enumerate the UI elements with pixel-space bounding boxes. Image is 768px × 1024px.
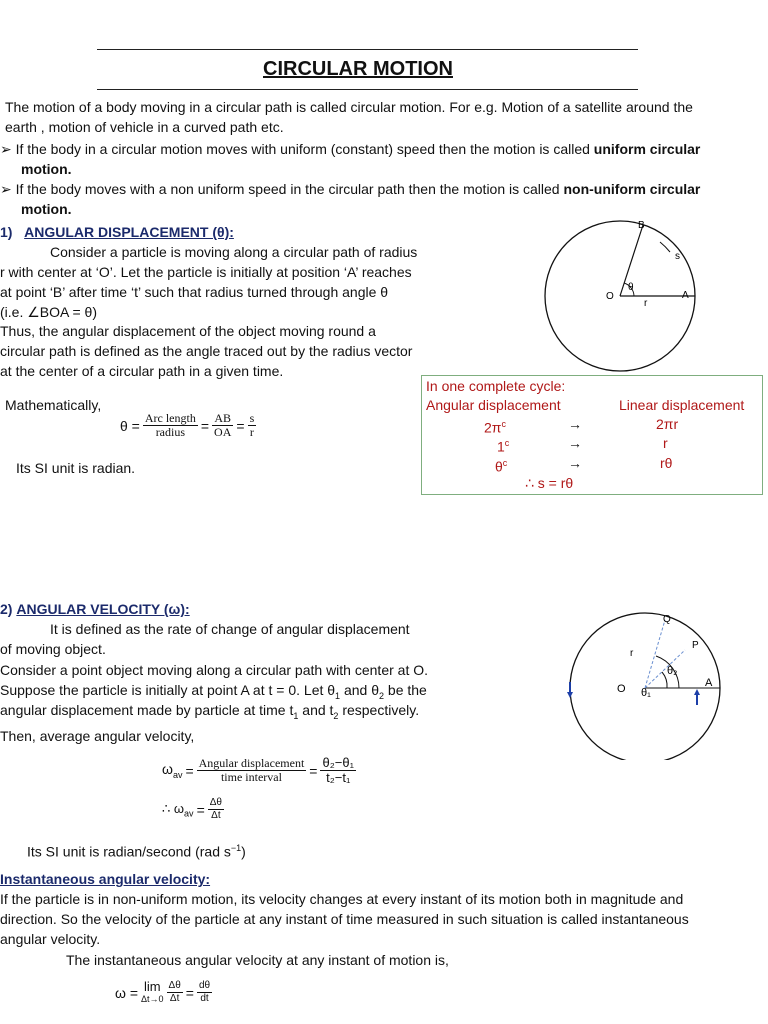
inst-line-1: If the particle is in non-uniform motion, its velocity changes at every instant of its motion both in magnitude and <box>0 891 684 907</box>
arrow-right-head <box>694 689 700 695</box>
fraction-dtheta-dt: $\frac{\Delta\theta}{\Delta t}$ <box>168 980 181 1004</box>
s1-si-unit: Its SI unit is radian. <box>16 460 136 476</box>
bullet-uniform-cont: motion. <box>21 161 72 177</box>
s1-line-1: Consider a particle is moving along a circular path of radius <box>50 244 418 260</box>
cycle-row-2-lin: r <box>663 435 668 451</box>
label-a: A <box>682 290 689 301</box>
limit: lim Δt→0 <box>141 978 164 1004</box>
label-q: Q <box>663 614 671 625</box>
section2-heading: 2) ANGULAR VELOCITY (ω): <box>0 601 190 617</box>
cycle-row-1-ang: $2\pi^c$ <box>484 419 506 436</box>
label-p: P <box>692 640 699 651</box>
s1-line-3: at point ‘B’ after time ‘t’ such that radius turned through angle θ <box>0 284 389 300</box>
s1-line-6: circular path is defined as the angle traced out by the radius vector <box>0 343 413 359</box>
s2-line-5: angular displacement made by particle at time $t_1$ and $t_2$ respectively. <box>0 702 420 721</box>
fraction-theta-t: $\frac{\text{θ₂−θ₁}}{\text{t₂−t₁}}$ <box>322 755 354 785</box>
arrow-left-head <box>567 692 573 698</box>
cycle-row-1-lin: 2πr <box>656 416 679 432</box>
fraction-derivative: $\frac{d\theta}{dt}$ <box>198 980 211 1004</box>
s1-line-2: r with center at ‘O’. Let the particle is initially at position ‘A’ reaches <box>0 264 412 280</box>
radius-oq <box>645 620 665 688</box>
label-a: A <box>705 677 713 689</box>
s2-line-2: of moving object. <box>0 641 106 657</box>
title-rule-top <box>97 49 638 50</box>
cycle-row-1-arrow: → <box>568 416 582 432</box>
bullet-arrow-icon: ➢ <box>0 181 16 197</box>
fraction-arc-radius: $\frac{\text{Arc length}}{\text{radius}}$ <box>144 411 196 439</box>
fraction-ab-oa: $\frac{AB}{OA}$ <box>214 411 232 439</box>
intro-line-2: earth , motion of vehicle in a curved path etc. <box>5 119 284 135</box>
label-theta: θ <box>628 282 634 293</box>
cycle-col-linear: Linear displacement <box>619 397 745 413</box>
s1-formula: θ = $\frac{\text{Arc length}}{\text{radius}}$ = $\frac{AB}{OA}$ = $\frac{s}{r}$ <box>120 411 255 439</box>
diagram-angular-displacement <box>510 218 710 378</box>
cycle-result: ∴ s = rθ <box>525 475 574 491</box>
label-o: O <box>617 683 626 695</box>
s1-math-label: Mathematically, <box>5 397 102 413</box>
bullet-nonuniform: ➢ If the body moves with a non uniform speed in the circular path then the motion is called non-uniform circular <box>0 181 701 197</box>
s2-formula-average: $\omega_{av}$ = $\frac{\text{Angular displacement}}{\text{time interval}}$ = $\frac{\text{θ₂−θ₁}}{\text{t₂−t₁}}$ <box>162 755 354 785</box>
cycle-row-3-ang: $\theta^c$ <box>495 458 508 475</box>
label-r: r <box>644 298 648 309</box>
bullet-arrow-icon: ➢ <box>0 141 16 157</box>
bullet-uniform: ➢ If the body in a circular motion moves with uniform (constant) speed then the motion is called uniform circular <box>0 141 701 157</box>
diagram-angular-velocity <box>555 610 745 760</box>
cycle-row-3-lin: rθ <box>660 455 673 471</box>
fraction-dtheta-dt: $\frac{\Delta\theta}{\Delta t}$ <box>209 797 222 821</box>
cycle-box-title: In one complete cycle: <box>426 378 566 394</box>
s2-line-3: Consider a point object moving along a circular path with center at O. <box>0 662 429 678</box>
title-rule-bottom <box>97 89 638 90</box>
inst-line-2: direction. So the velocity of the particle at any instant of time measured in such situation is called instantaneous <box>0 911 689 927</box>
s2-line-1: It is defined as the rate of change of angular displacement <box>50 621 410 637</box>
cycle-row-3-arrow: → <box>568 455 582 471</box>
cycle-row-2-ang: 1$^c$ <box>497 438 510 455</box>
inst-intro: The instantaneous angular velocity at any instant of motion is, <box>66 952 449 968</box>
s1-line-4: (i.e. ∠BOA = θ) <box>0 304 97 320</box>
label-theta1: θ₁ <box>641 687 651 699</box>
arc-s-marker <box>660 242 670 252</box>
fraction-angdisp-time: $\frac{\text{Angular displacement}}{\text{time interval}}$ <box>198 756 305 784</box>
inst-heading: Instantaneous angular velocity: <box>0 871 211 887</box>
label-o: O <box>606 291 614 302</box>
s2-line-4: Suppose the particle is initially at point A at t = 0. Let $\theta_1$ and $\theta_2$ be the <box>0 682 427 701</box>
label-s: s <box>675 251 680 262</box>
cycle-row-2-arrow: → <box>568 435 582 451</box>
bullet-nonuniform-cont: motion. <box>21 201 72 217</box>
s2-si-unit: Its SI unit is radian/second (rad $s^{-1}$) <box>27 843 246 860</box>
page-title: CIRCULAR MOTION <box>263 58 453 80</box>
s2-formula-delta: ∴ $\omega_{av}$ = $\frac{\Delta\theta}{\Delta t}$ <box>162 797 222 821</box>
section1-heading: 1) ANGULAR DISPLACEMENT (θ): <box>0 224 234 240</box>
label-theta2: θ₂ <box>667 665 678 677</box>
s2-line-6: Then, average angular velocity, <box>0 728 195 744</box>
intro-line-1: The motion of a body moving in a circular path is called circular motion. For e.g. Motion of a satellite around the <box>5 99 693 115</box>
inst-line-3: angular velocity. <box>0 931 101 947</box>
label-b: B <box>638 220 645 231</box>
cycle-col-angular: Angular displacement <box>426 397 561 413</box>
fraction-s-r: $\frac{s}{r}$ <box>249 411 255 439</box>
label-r: r <box>630 648 634 659</box>
inst-formula: ω = lim Δt→0 $\frac{\Delta\theta}{\Delta t}$ = $\frac{d\theta}{dt}$ <box>115 978 211 1004</box>
s1-line-5: Thus, the angular displacement of the object moving round a <box>0 323 376 339</box>
s1-line-7: at the center of a circular path in a given time. <box>0 363 284 379</box>
